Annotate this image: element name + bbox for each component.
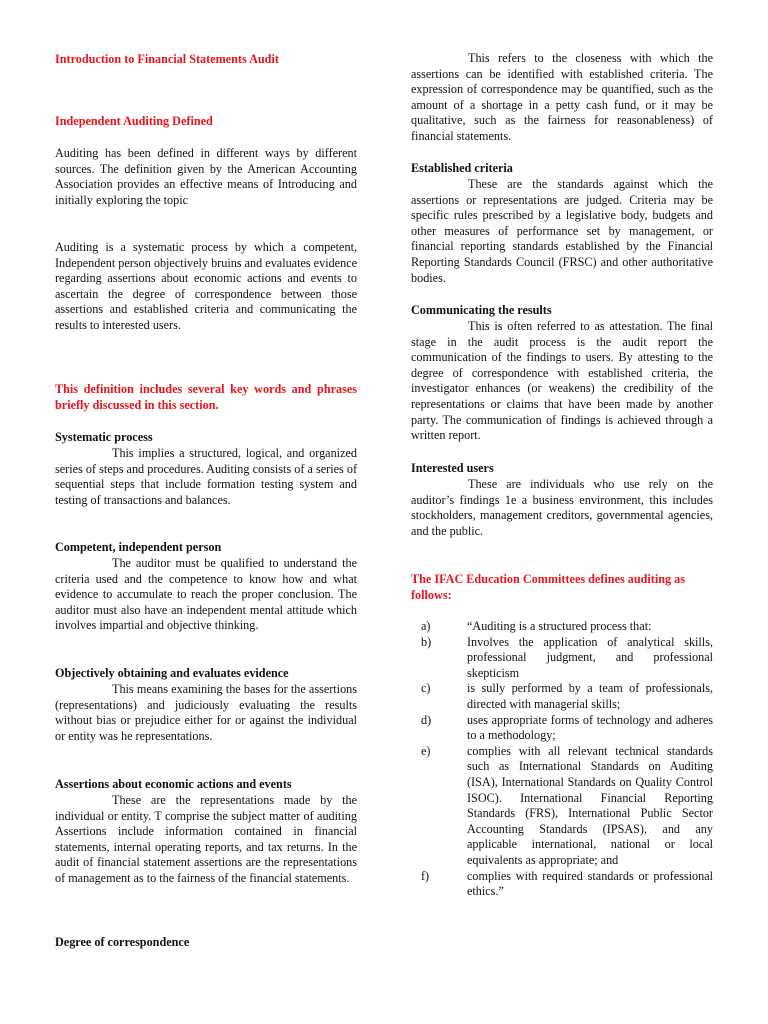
list-item: e) complies with all relevant technical standards such as International Standards on Auditing (ISA), International Standards on Quality Control ISOC). International Financial Reporting Standards (FRS), International Public Sector Accounting Standards (IPSAS), and any applicable international, national or local equivalents as appropriate; and [421,743,713,867]
body-competent-person: The auditor must be qualified to understand the criteria used and the competence to know how and what evidence to accumulate to reach the proper conclusion. The auditor must also have an independent mental attitude which involves impartial and objective thinking. [55,556,357,633]
heading-systematic-process: Systematic process [55,430,153,444]
list-item: b) Involves the application of analytical skills, professional judgment, and professional skepticism [421,634,713,680]
ifac-heading: The IFAC Education Committees defines auditing as follows: [411,572,686,602]
body-interested-users: These are individuals who use rely on the auditor’s findings 1e a business environment, this includes stockholders, management creditors, governmental agencies, and the public. [411,477,713,538]
definition-paragraph: Auditing is a systematic process by which a competent, Independent person objectively bruins and evaluates evidence regarding assertions about economic actions and events to ascertain the degree of correspondence between those assertions and established criteria and communicating the results to interested users. [55,240,357,332]
body-assertions: These are the representations made by the individual or entity. T comprise the subject matter of auditing Assertions include information contained in financial statements, internal operating reports, and tax returns. In the audit of financial statement assertions are the representations of management as to the fairness of the financial statements. [55,793,357,885]
section-title-independent-auditing: Independent Auditing Defined [55,114,213,128]
heading-degree-of-correspondence: Degree of correspondence [55,935,190,949]
heading-communicating-results: Communicating the results [411,303,552,317]
body-communicating-results: This is often referred to as attestation. The final stage in the audit process is the audit report the communication of the findings to users. By attesting to the degree of correspondence with established criteria, the investigator enhances (or weakens) the credibility of the representations or claims that have been made by another party. The communication of findings is achieved through a written report. [411,319,713,443]
body-evidence: This means examining the bases for the assertions (representations) and judiciously evaluating the results without bias or prejudice either for or against the individual or entity was he representations. [55,682,357,743]
list-item: a) “Auditing is a structured process that: [421,619,652,633]
body-systematic-process: This implies a structured, logical, and organized series of steps and procedures. Auditing consists of a series of sequential steps that include formation testing system and testing of transactions and balances. [55,446,357,507]
ifac-definition-list [411,619,713,900]
heading-competent-person: Competent, independent person [55,540,222,554]
intro-paragraph: Auditing has been defined in different ways by different sources. The definition given by the American Accounting Association provides an effective means of Introducing and initially exploring the topic [55,146,357,207]
list-item: c) is sully performed by a team of professionals, directed with managerial skills; [421,681,713,711]
body-degree-of-correspondence: This refers to the closeness with which the assertions can be identified with established criteria. The expression of correspondence may be quantified, such as the amount of a shortage in a petty cash fund, or it may be qualitative, such as the fairness for reasonableness) of financial statements. [411,51,713,143]
body-established-criteria: These are the standards against which the assertions or representations are judged. Criteria may be specific rules prescribed by a legislative body, budgets and other measures of performance set by management, or financial reporting standards established by the Financial Reporting Standards Council (FRSC) and other authoritative bodies. [411,177,713,285]
heading-interested-users: Interested users [411,461,494,475]
heading-evidence: Objectively obtaining and evaluates evidence [55,666,289,680]
heading-established-criteria: Established criteria [411,161,513,175]
document-title: Introduction to Financial Statements Audit [55,52,279,66]
list-item: f) complies with required standards or professional ethics.” [421,868,713,899]
key-words-note: This definition includes several key words and phrases briefly discussed in this section. [55,382,357,412]
heading-assertions: Assertions about economic actions and events [55,777,292,791]
list-item: d) uses appropriate forms of technology and adheres to a methodology; [421,712,713,743]
